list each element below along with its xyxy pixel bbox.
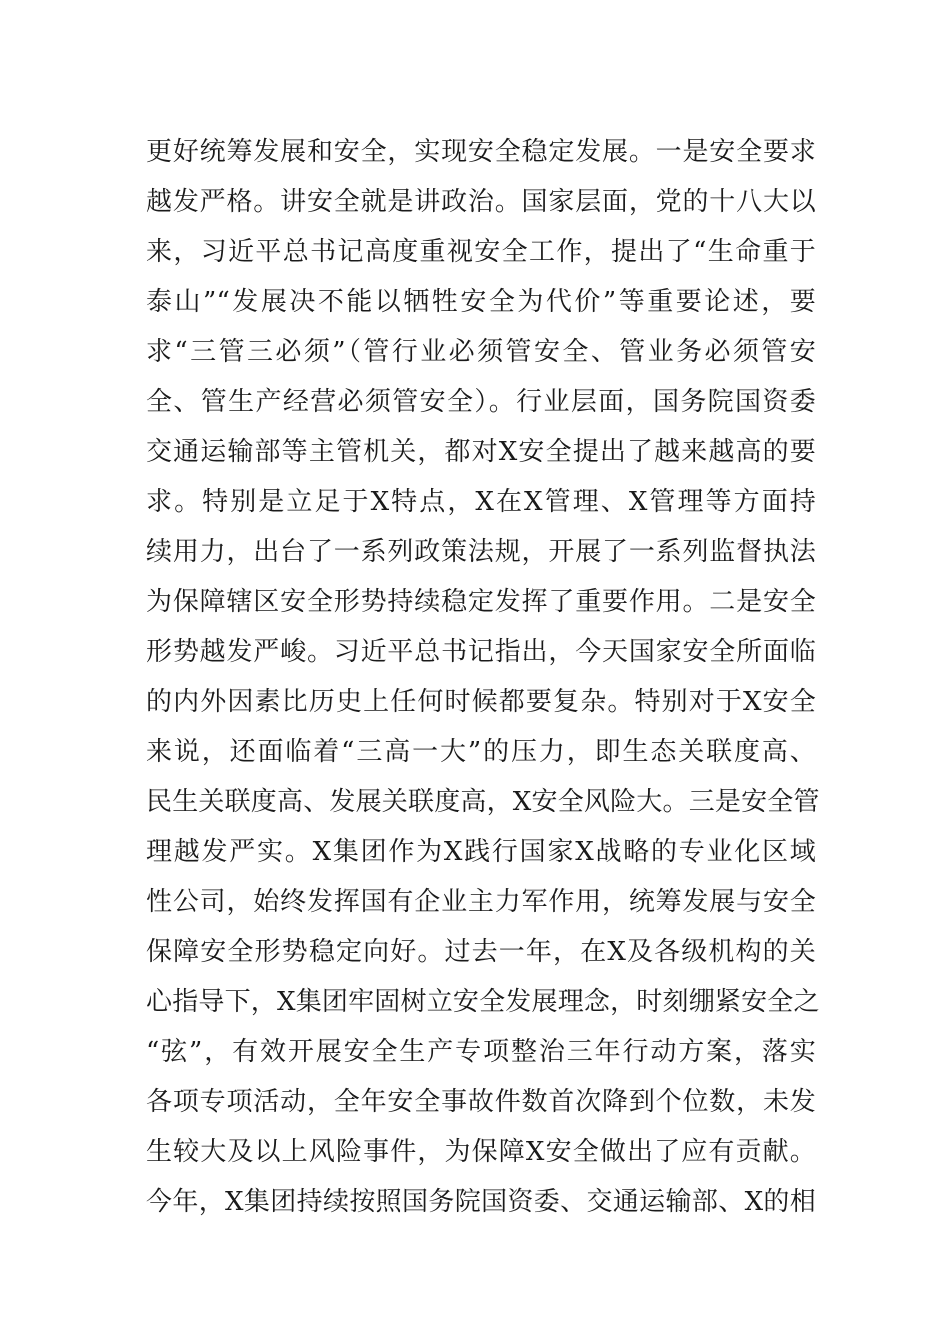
- text-line: 求。特别是立足于X特点，X在X管理、X管理等方面持: [146, 487, 816, 517]
- text-line: 理越发严实。X集团作为X践行国家X战略的专业化区域: [146, 837, 816, 867]
- text-line: 泰山”“发展决不能以牺牲安全为代价”等重要论述，要: [146, 287, 816, 317]
- text-line: 民生关联度高、发展关联度高，X安全风险大。三是安全管: [146, 787, 820, 817]
- text-line: 生较大及以上风险事件，为保障X安全做出了应有贡献。: [146, 1137, 816, 1167]
- text-line: 来说，还面临着“三高一大”的压力，即生态关联度高、: [146, 737, 816, 767]
- text-line: 为保障辖区安全形势持续稳定发挥了重要作用。二是安全: [146, 587, 816, 617]
- text-line: 求“三管三必须”（管行业必须管安全、管业务必须管安: [146, 337, 816, 367]
- text-line: 交通运输部等主管机关，都对X安全提出了越来越高的要: [146, 437, 816, 467]
- text-line: 的内外因素比历史上任何时候都要复杂。特别对于X安全: [146, 687, 816, 717]
- text-line: 心指导下，X集团牢固树立安全发展理念，时刻绷紧安全之: [146, 987, 820, 1017]
- text-line: 全、管生产经营必须管安全）。行业层面，国务院国资委: [146, 387, 816, 417]
- text-line: 今年，X集团持续按照国务院国资委、交通运输部、X的相: [146, 1187, 816, 1217]
- text-line: 保障安全形势稳定向好。过去一年，在X及各级机构的关: [146, 937, 816, 967]
- text-line: “弦”，有效开展安全生产专项整治三年行动方案，落实: [146, 1037, 816, 1067]
- text-line: 更好统筹发展和安全，实现安全稳定发展。一是安全要求: [146, 137, 816, 167]
- body-paragraph: [146, 127, 820, 1227]
- text-line: 性公司，始终发挥国有企业主力军作用，统筹发展与安全: [146, 887, 816, 917]
- text-line: 各项专项活动，全年安全事故件数首次降到个位数，未发: [146, 1087, 816, 1117]
- text-line: 来，习近平总书记高度重视安全工作，提出了“生命重于: [146, 237, 816, 267]
- text-line: 形势越发严峻。习近平总书记指出，今天国家安全所面临: [146, 637, 816, 667]
- text-line: 续用力，出台了一系列政策法规，开展了一系列监督执法: [146, 537, 816, 567]
- text-line: 越发严格。讲安全就是讲政治。国家层面，党的十八大以: [146, 187, 816, 217]
